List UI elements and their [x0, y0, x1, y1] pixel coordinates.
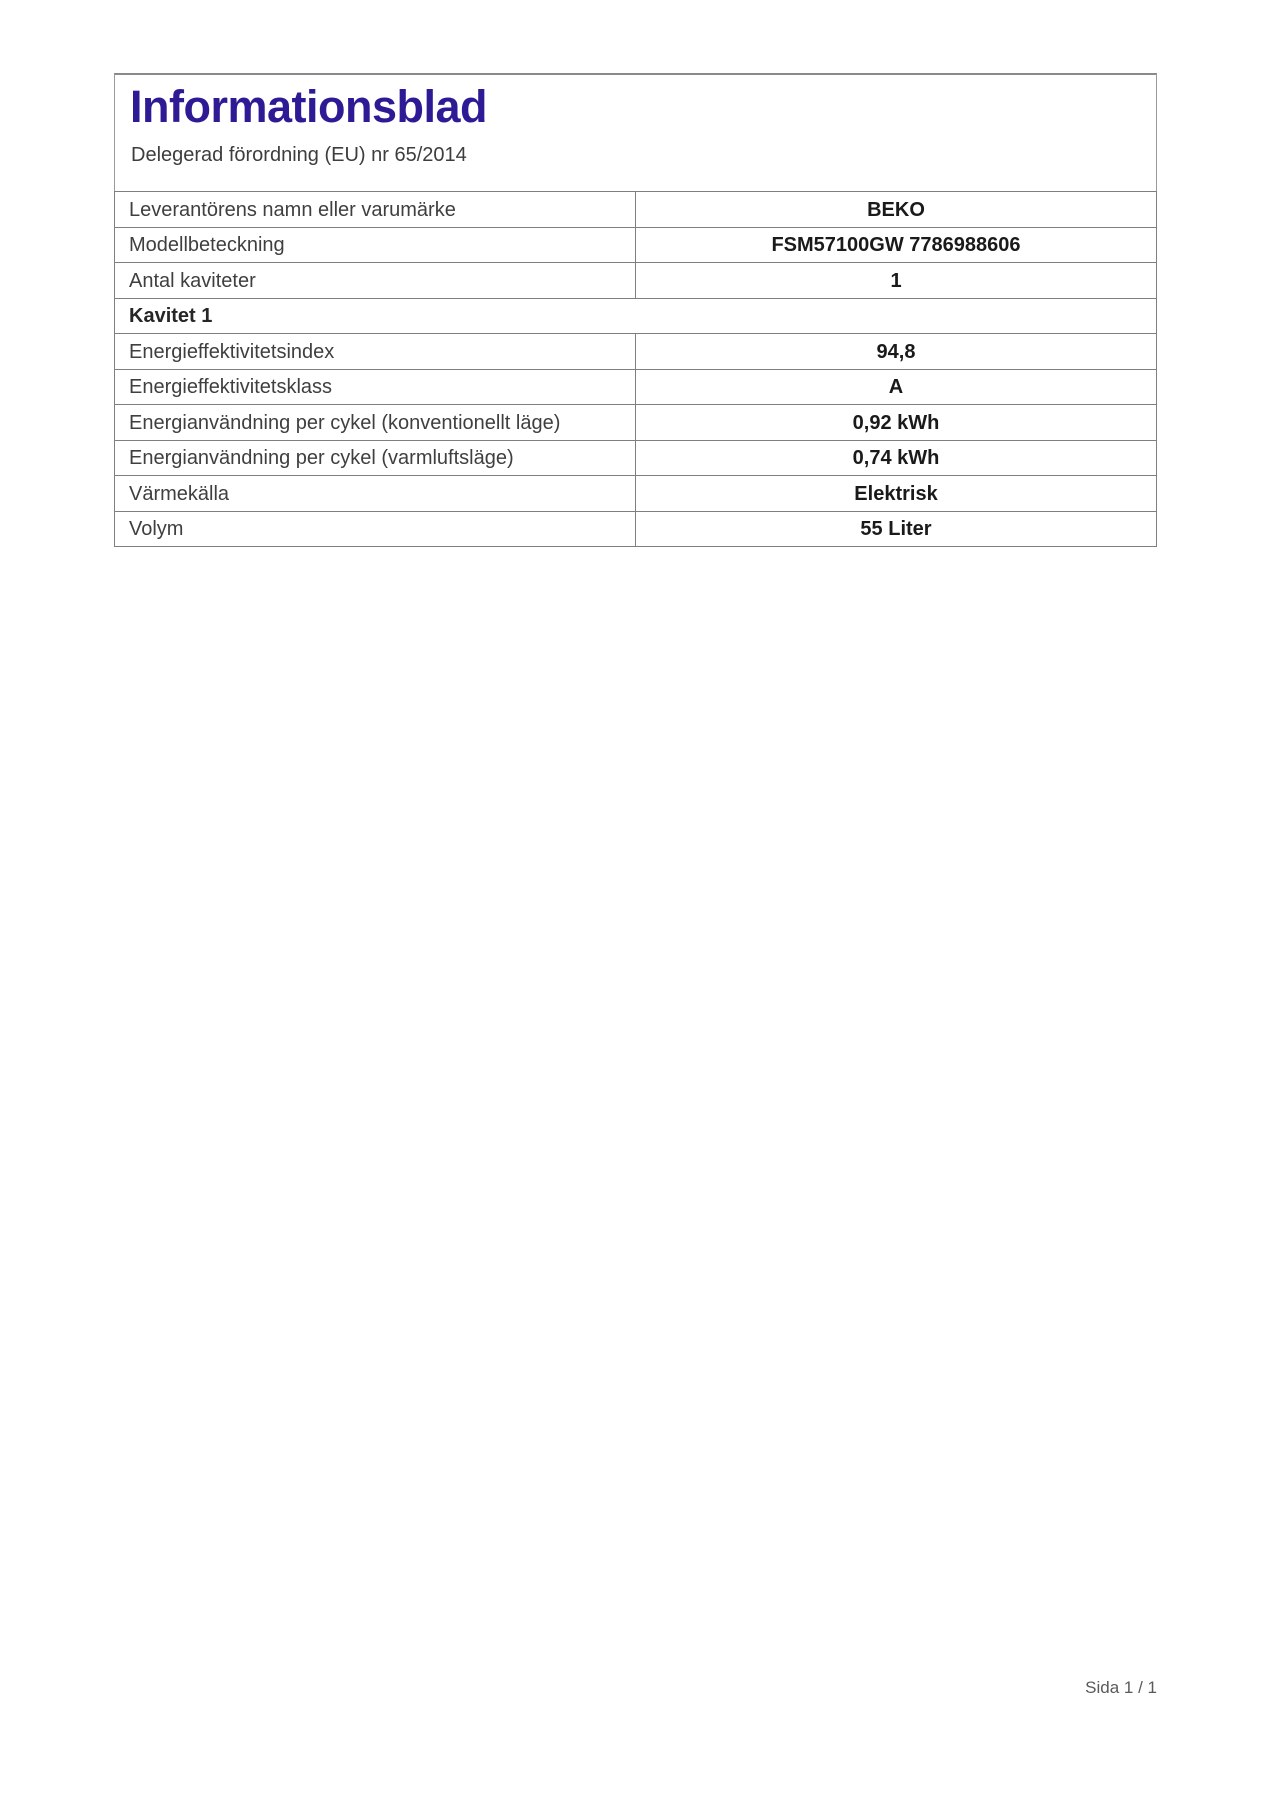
- row-value: 0,74 kWh: [636, 440, 1157, 476]
- information-sheet: [114, 73, 1157, 547]
- regulation-subtitle: Delegerad förordning (EU) nr 65/2014: [131, 144, 467, 166]
- row-value: Elektrisk: [636, 476, 1157, 512]
- row-label: Leverantörens namn eller varumärke: [115, 192, 636, 228]
- document-header: [114, 73, 1157, 192]
- table-row: [115, 369, 1157, 405]
- row-value: 1: [636, 263, 1157, 299]
- table-row: [115, 405, 1157, 441]
- row-value: 94,8: [636, 334, 1157, 370]
- row-label: Modellbeteckning: [115, 227, 636, 263]
- table-row: [115, 440, 1157, 476]
- table-row: [115, 263, 1157, 299]
- row-label: Energieffektivitetsindex: [115, 334, 636, 370]
- row-value: 55 Liter: [636, 511, 1157, 547]
- product-info-table: [114, 191, 1157, 547]
- row-label: Volym: [115, 511, 636, 547]
- row-label: Antal kaviteter: [115, 263, 636, 299]
- table-row: [115, 334, 1157, 370]
- table-row: [115, 476, 1157, 512]
- section-label: Kavitet 1: [115, 298, 1157, 334]
- row-value: FSM57100GW 7786988606: [636, 227, 1157, 263]
- page-number: Sida 1 / 1: [1085, 1678, 1157, 1697]
- table-row: [115, 511, 1157, 547]
- row-label: Energieffektivitetsklass: [115, 369, 636, 405]
- row-value: 0,92 kWh: [636, 405, 1157, 441]
- section-row: [115, 298, 1157, 334]
- row-value: BEKO: [636, 192, 1157, 228]
- table-row: [115, 227, 1157, 263]
- page-title: Informationsblad: [130, 81, 488, 132]
- row-label: Energianvändning per cykel (konventionellt läge): [115, 405, 636, 441]
- table-row: [115, 192, 1157, 228]
- row-value: A: [636, 369, 1157, 405]
- row-label: Värmekälla: [115, 476, 636, 512]
- row-label: Energianvändning per cykel (varmluftsläge): [115, 440, 636, 476]
